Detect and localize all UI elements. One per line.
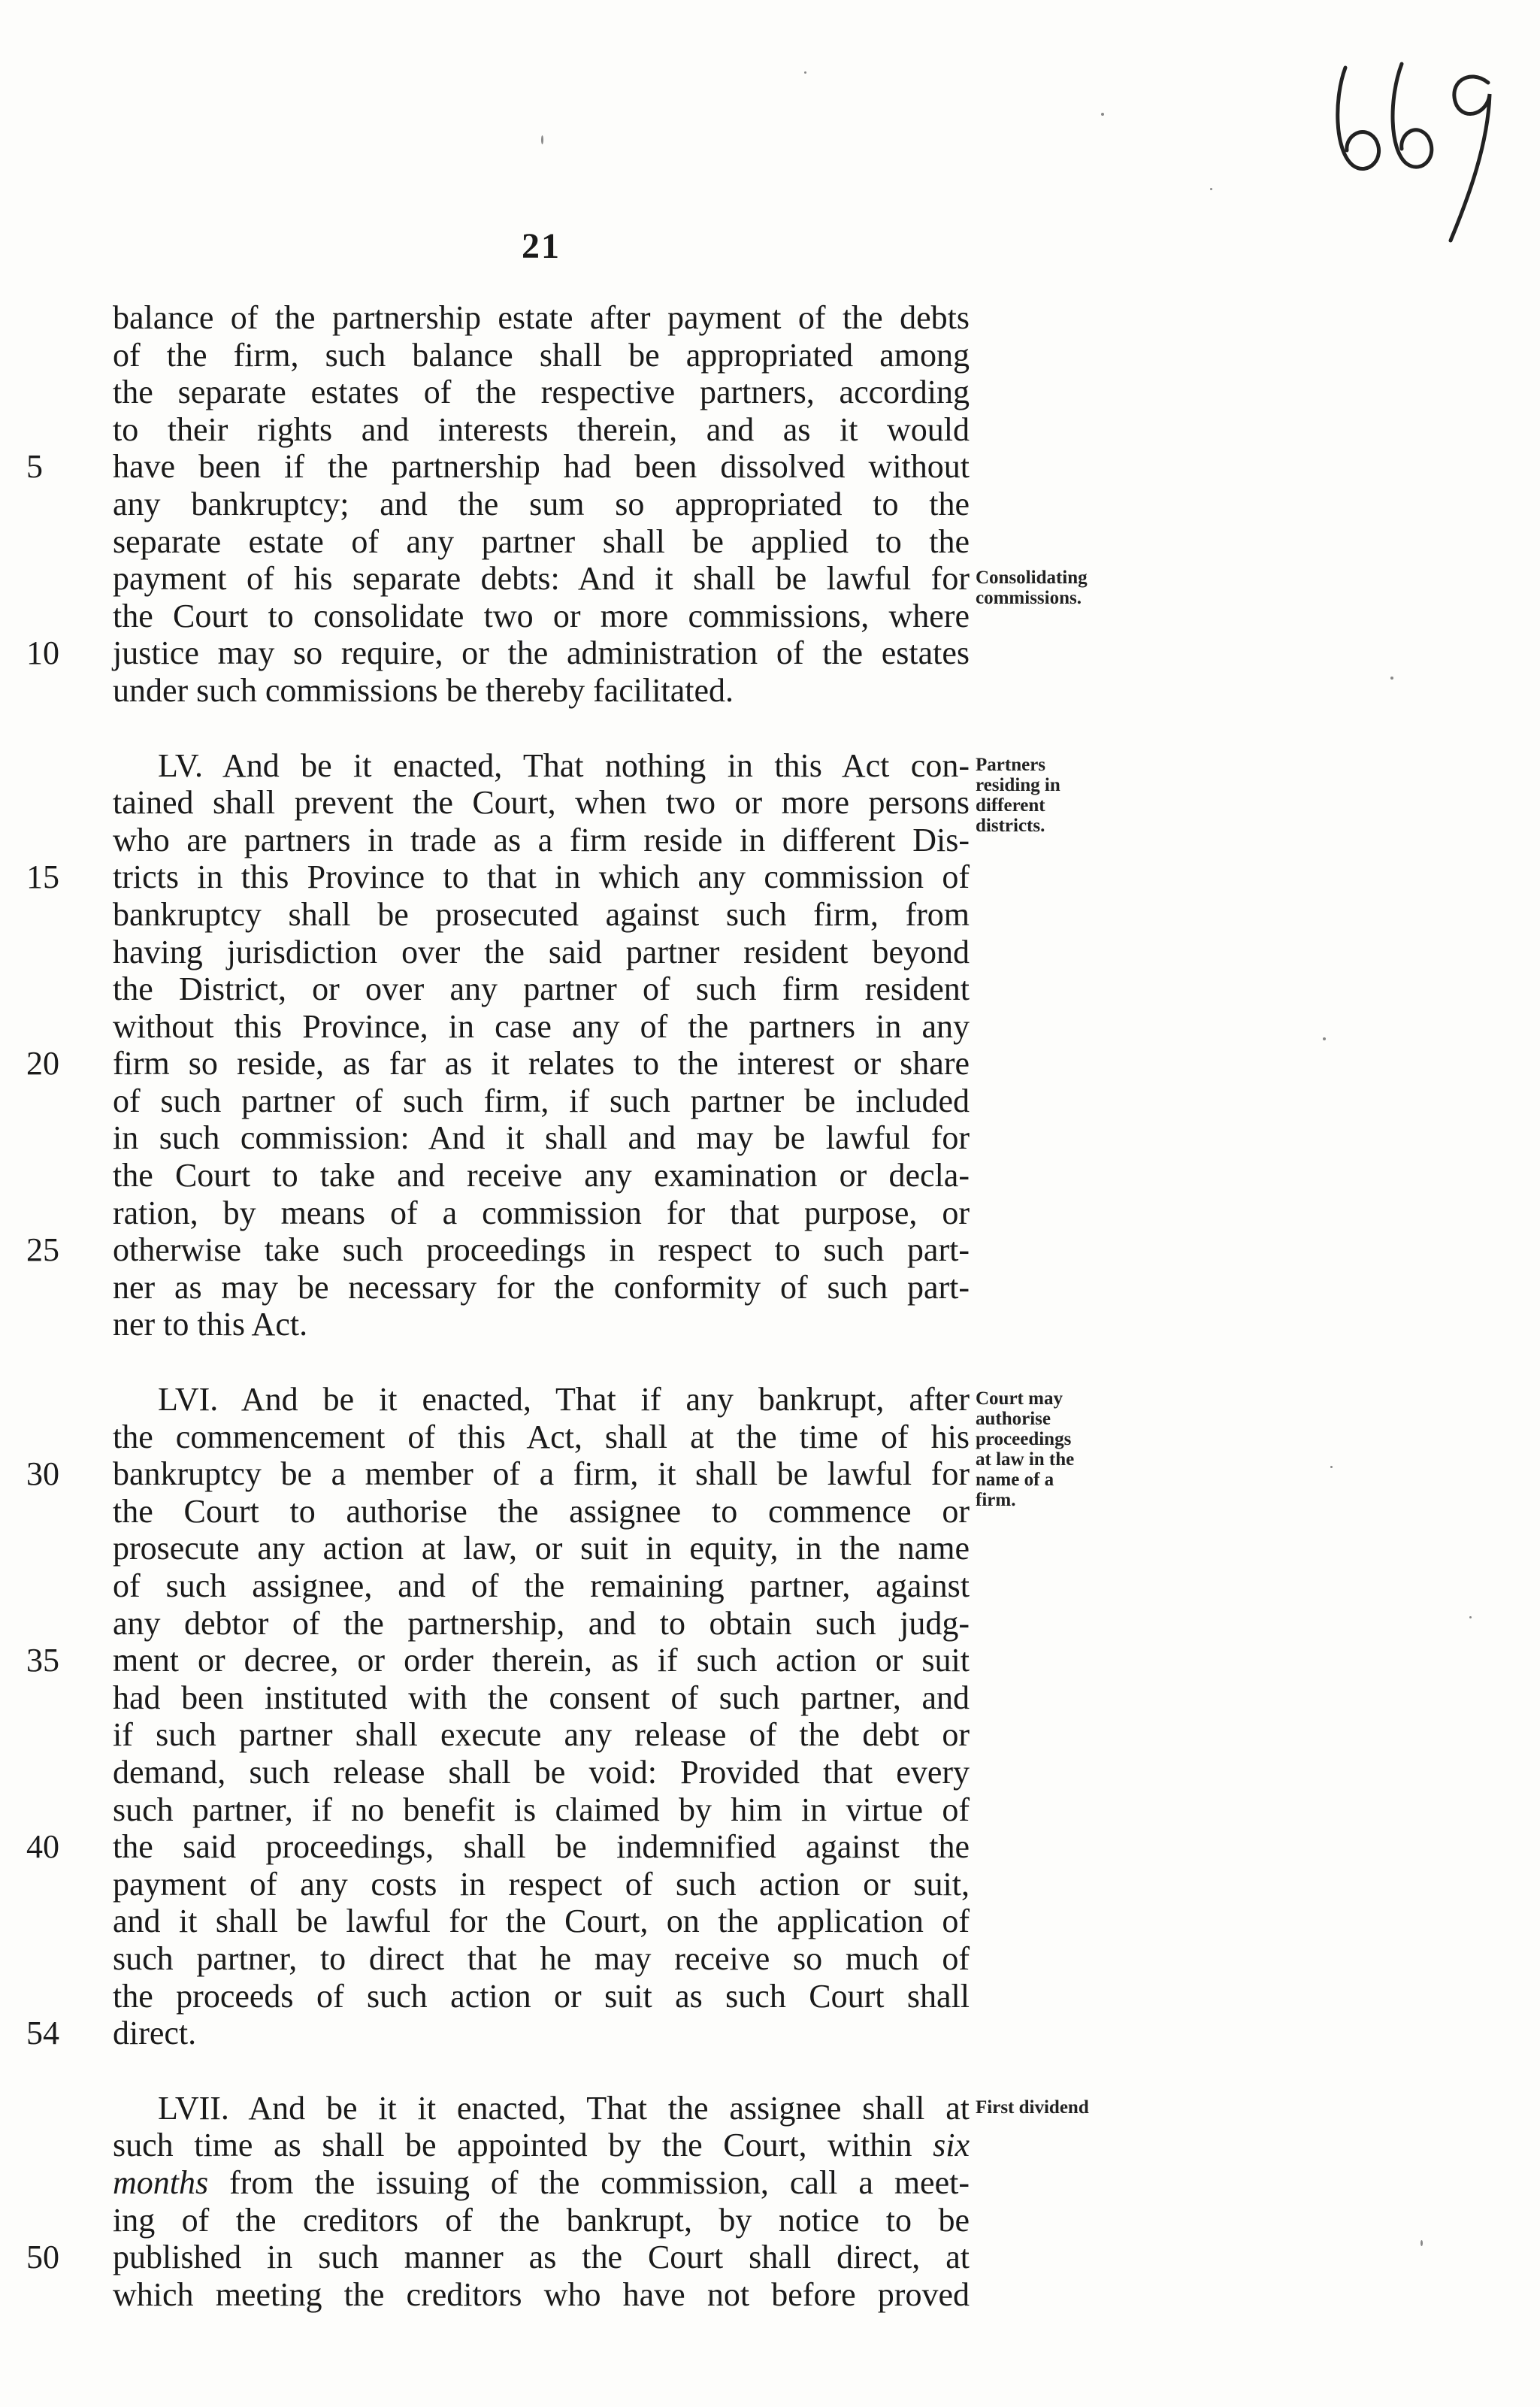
margin-note-line: First dividend [976,2097,1089,2118]
text-line [113,2090,970,2127]
text-line [113,784,970,822]
line-text: without this Province, in case any of the partners in any [113,1007,970,1045]
line-text: who are partners in trade as a firm reside in different Dis- [113,821,970,858]
text-line [113,2276,970,2314]
text-line [113,934,970,971]
line-text: ration, by means of a commission for that purpose, or [113,1194,970,1231]
line-number: 35 [26,1642,59,1679]
text-line [26,2239,970,2276]
line-text: ner to this Act. [113,1306,308,1343]
margin-note-line: firm. [976,1490,1016,1510]
line-text: published in such manner as the Court shall direct, at [113,2239,970,2276]
text-line [113,822,970,859]
text-line [113,374,970,411]
line-text: firm so reside, as far as it relates to the interest or share [113,1045,970,1082]
page-number: 21 [522,226,561,266]
text-line [113,1605,970,1643]
line-text: any debtor of the partnership, and to obtain such judg- [113,1604,970,1642]
line-text: had been instituted with the consent of such partner, and [113,1679,970,1716]
line-text: bankruptcy shall be prosecuted against such firm, from [113,895,970,933]
line-text: payment of his separate debts: And it shall be lawful for [113,560,970,598]
line-text: to their rights and interests therein, and as it would [113,410,970,448]
line-text: payment of any costs in respect of such action or suit, [113,1865,970,1903]
text-line [113,1940,970,1978]
text-line [113,486,970,523]
line-text: months from the issuing of the commission, call a meet- [113,2163,970,2201]
scan-speck [1420,2240,1423,2246]
margin-note-line: Court may [976,1388,1063,1409]
text-line [113,1716,970,1754]
line-text: balance of the partnership estate after payment of the debts [113,299,970,336]
text-line [26,1642,970,1679]
margin-note [976,568,1088,608]
text-line [26,858,970,896]
margin-note-line: districts. [976,816,1045,836]
text-line [113,1381,970,1418]
line-text: such time as shall be appointed by the Court, within six [113,2127,970,2164]
scan-speck [541,135,543,144]
text-line [26,2015,970,2052]
line-number: 20 [26,1045,59,1082]
statute-text [26,299,970,2313]
text-line [113,1418,970,1456]
text-line [113,1269,970,1306]
line-text: of such partner of such firm, if such partner be included [113,1082,970,1119]
line-text: LVII. And be it it enacted, That the assignee shall at [158,2089,970,2127]
text-line [113,411,970,449]
text-line [113,1978,970,2015]
margin-note-line: commissions. [976,588,1082,608]
line-text: the Court to take and receive any examination or decla- [113,1157,970,1194]
text-line [113,896,970,934]
line-text: prosecute any action at law, or suit in equity, in the name [113,1530,970,1567]
line-text: such partner, if no benefit is claimed by him in virtue of [113,1791,970,1828]
text-line [113,1008,970,1046]
text-line [113,2202,970,2239]
margin-note-line: different [976,795,1045,816]
text-line [113,2164,970,2202]
text-line [113,1194,970,1232]
line-text: any bankruptcy; and the sum so appropriated to the [113,485,970,522]
scan-speck [1101,113,1104,116]
line-number: 25 [26,1231,59,1269]
scan-speck [1469,1616,1472,1618]
line-text: LVI. And be it enacted, That if any bankrupt, after [158,1381,970,1418]
text-line [113,560,970,598]
text-line [113,523,970,561]
text-line [113,1679,970,1717]
text-line [26,1455,970,1493]
text-line [113,970,970,1008]
line-text: bankruptcy be a member of a firm, it shall be lawful for [113,1455,970,1493]
line-text: the separate estates of the respective partners, according [113,374,970,411]
text-line [113,1903,970,1940]
line-text: such partner, to direct that he may receive so much of [113,1939,970,1977]
text-line [113,1157,970,1194]
text-line [113,598,970,635]
line-text: ner as may be necessary for the conformity of such part- [113,1268,970,1306]
text-line [113,299,970,337]
margin-note [976,1388,1074,1510]
line-number: 15 [26,858,59,896]
line-number: 54 [26,2015,59,2052]
text-line [113,1754,970,1791]
line-text: and it shall be lawful for the Court, on the application of [113,1903,970,1940]
margin-note-line: proceedings [976,1429,1072,1449]
margin-note [976,755,1060,836]
scan-speck [1210,188,1212,190]
line-text: the Court to consolidate two or more commissions, where [113,597,970,634]
line-text: having jurisdiction over the said partner resident beyond [113,933,970,970]
margin-note-line: Partners [976,755,1046,775]
text-line [113,1530,970,1567]
line-number: 40 [26,1828,59,1866]
margin-note-line: residing in [976,775,1060,795]
line-text: ing of the creditors of the bankrupt, by notice to be [113,2201,970,2239]
line-number: 30 [26,1455,59,1493]
handwritten-folio-number [1330,53,1503,248]
line-text: otherwise take such proceedings in respect to such part- [113,1231,970,1269]
line-text: the District, or over any partner of such firm resident [113,970,970,1008]
line-text: tricts in this Province to that in which any commission of [113,858,970,896]
line-text: direct. [113,2015,197,2052]
line-text: the proceeds of such action or suit as such Court shall [113,1977,970,2015]
text-line [113,1791,970,1829]
margin-note-line: at law in the [976,1449,1075,1470]
text-line [26,1231,970,1269]
text-line [113,1082,970,1120]
text-line [113,2127,970,2164]
text-line [113,337,970,374]
line-text: the said proceedings, shall be indemnified against the [113,1828,970,1866]
text-line [113,1306,970,1343]
text-line [113,747,970,785]
line-number: 10 [26,634,59,672]
line-text: if such partner shall execute any release of the debt or [113,1716,970,1754]
line-text: tained shall prevent the Court, when two or more persons [113,784,970,822]
line-number: 5 [26,448,43,486]
line-number: 50 [26,2239,59,2276]
line-text: under such commissions be thereby facilitated. [113,671,734,709]
scan-speck [1390,677,1393,680]
margin-note-line: name of a [976,1470,1054,1490]
line-text: ment or decree, or order therein, as if such action or suit [113,1642,970,1679]
text-line [113,1119,970,1157]
text-line [26,1045,970,1082]
line-text: of the firm, such balance shall be appropriated among [113,336,970,374]
margin-note [976,2097,1089,2118]
scan-speck [804,71,806,74]
line-text: of such assignee, and of the remaining partner, against [113,1567,970,1604]
line-text: the commencement of this Act, shall at the time of his [113,1418,970,1455]
line-text: LV. And be it enacted, That nothing in this Act con- [158,746,970,784]
scan-speck [1323,1037,1326,1040]
line-text: demand, such release shall be void: Provided that every [113,1753,970,1791]
line-text: in such commission: And it shall and may be lawful for [113,1119,970,1157]
line-text: justice may so require, or the administration of the estates [113,634,970,672]
line-text: have been if the partnership had been dissolved without [113,448,970,486]
text-line [113,1866,970,1903]
scan-speck [1330,1466,1333,1468]
text-line [26,634,970,672]
line-text: separate estate of any partner shall be applied to the [113,522,970,560]
text-line [113,672,970,710]
line-text: which meeting the creditors who have not before proved [113,2275,970,2313]
line-text: the Court to authorise the assignee to commence or [113,1492,970,1530]
text-line [26,448,970,486]
margin-note-line: authorise [976,1409,1051,1429]
text-line [113,1493,970,1530]
text-line [113,1567,970,1605]
margin-note-line: Consolidating [976,568,1088,588]
text-line [26,1828,970,1866]
